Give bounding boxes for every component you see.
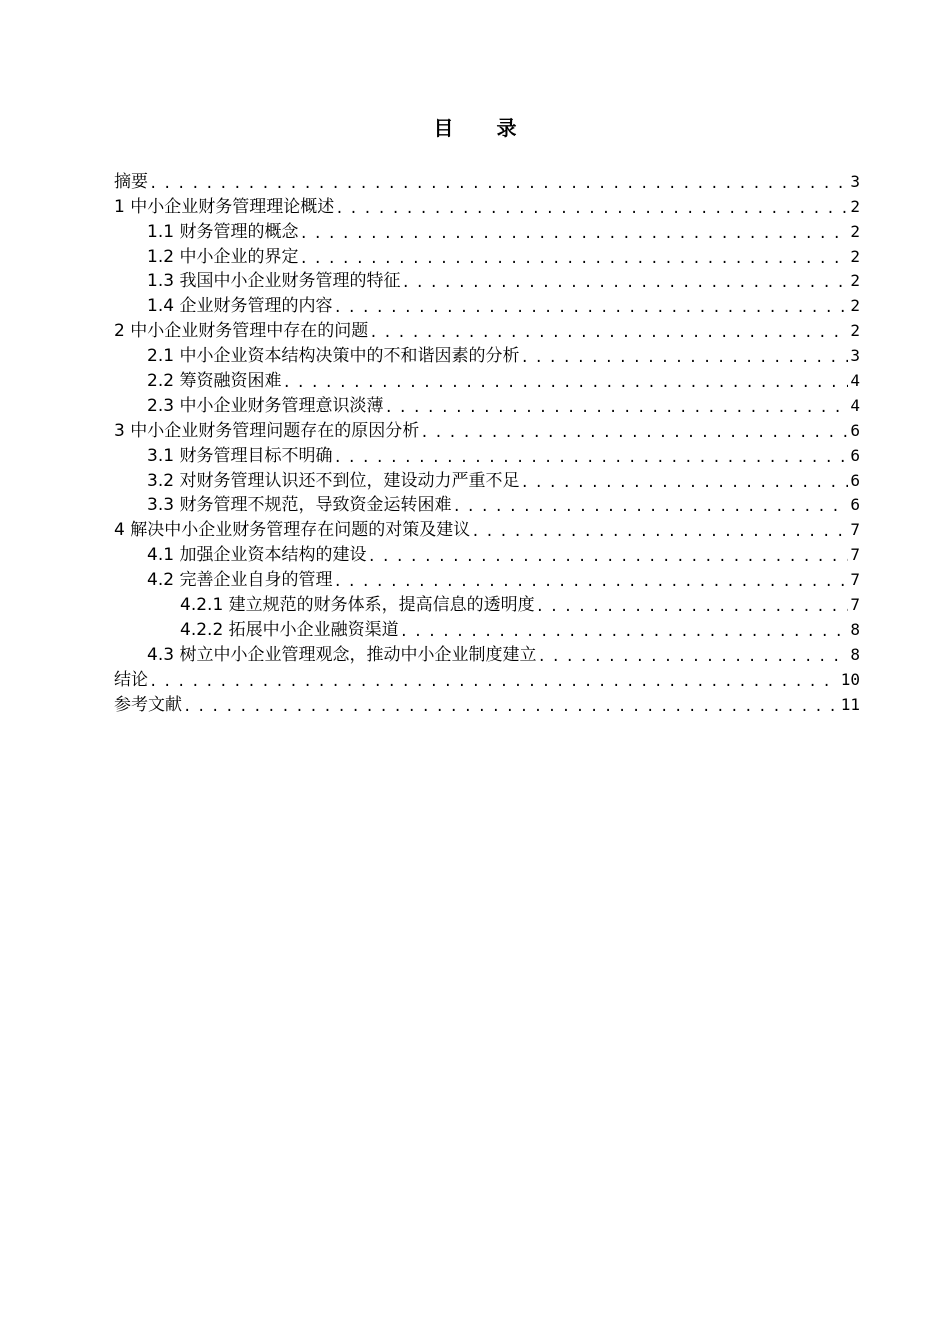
toc-entry[interactable] <box>114 244 860 269</box>
dot-leader <box>536 597 849 617</box>
dot-leader <box>367 547 848 567</box>
toc-entry-page-number: 6 <box>850 495 860 515</box>
toc-entry[interactable] <box>114 592 860 617</box>
dot-leader <box>149 672 839 692</box>
toc-entry-label: 3.2 对财务管理认识还不到位，建设动力严重不足 <box>147 470 520 491</box>
toc-entry[interactable] <box>114 293 860 318</box>
toc-list <box>114 169 860 717</box>
toc-entry-page-number: 2 <box>850 296 860 316</box>
toc-entry-label: 参考文献 <box>114 694 182 715</box>
toc-entry-page-number: 2 <box>850 221 860 241</box>
dot-leader <box>299 249 848 269</box>
toc-entry-label: 4.2.1 建立规范的财务体系，提高信息的透明度 <box>180 595 535 616</box>
toc-entry-label: 2 中小企业财务管理中存在的问题 <box>114 321 369 342</box>
toc-entry[interactable] <box>114 493 860 518</box>
toc-entry[interactable] <box>114 219 860 244</box>
toc-entry[interactable] <box>114 194 860 219</box>
toc-entry-label: 1.3 我国中小企业财务管理的特征 <box>147 271 401 292</box>
toc-entry-page-number: 3 <box>850 346 860 366</box>
toc-entry-page-number: 8 <box>850 644 860 664</box>
toc-entry-label: 2.1 中小企业资本结构决策中的不和谐因素的分析 <box>147 346 520 367</box>
toc-entry-label: 摘要 <box>114 171 148 192</box>
toc-entry-label: 4 解决中小企业财务管理存在问题的对策及建议 <box>114 520 471 541</box>
dot-leader <box>452 497 848 517</box>
dot-leader <box>183 697 839 717</box>
toc-entry[interactable] <box>114 542 860 567</box>
toc-entry-page-number: 7 <box>850 520 860 540</box>
toc-entry-page-number: 2 <box>850 246 860 266</box>
toc-entry-label: 1.1 财务管理的概念 <box>147 221 299 242</box>
dot-leader <box>420 423 848 443</box>
toc-entry[interactable] <box>114 443 860 468</box>
toc-entry-label: 1 中小企业财务管理理论概述 <box>114 196 335 217</box>
toc-entry-page-number: 2 <box>850 196 860 216</box>
toc-entry-page-number: 8 <box>850 619 860 639</box>
toc-entry-page-number: 6 <box>850 470 860 490</box>
toc-entry[interactable] <box>114 567 860 592</box>
toc-entry-label: 4.1 加强企业资本结构的建设 <box>147 545 367 566</box>
toc-entry[interactable] <box>114 393 860 418</box>
dot-leader <box>520 473 848 493</box>
toc-entry[interactable] <box>114 169 860 194</box>
dot-leader <box>149 174 848 194</box>
toc-title: 目 录 <box>433 116 535 140</box>
toc-entry-page-number: 11 <box>840 694 860 714</box>
dot-leader <box>335 199 848 219</box>
toc-entry-label: 1.4 企业财务管理的内容 <box>147 296 333 317</box>
toc-entry-label: 4.2.2 拓展中小企业融资渠道 <box>180 619 399 640</box>
toc-entry-page-number: 4 <box>850 371 860 391</box>
toc-entry[interactable] <box>114 617 860 642</box>
dot-leader <box>333 572 848 592</box>
toc-entry-label: 3.3 财务管理不规范，导致资金运转困难 <box>147 495 452 516</box>
toc-entry[interactable] <box>114 343 860 368</box>
toc-entry-label: 2.2 筹资融资困难 <box>147 371 282 392</box>
dot-leader <box>471 522 848 542</box>
toc-entry-label: 结论 <box>114 669 148 690</box>
toc-entry-page-number: 2 <box>850 271 860 291</box>
toc-entry-page-number: 10 <box>840 669 860 689</box>
toc-entry[interactable] <box>114 667 860 692</box>
toc-entry-page-number: 3 <box>850 171 860 191</box>
toc-entry[interactable] <box>114 692 860 717</box>
toc-entry[interactable] <box>114 468 860 493</box>
dot-leader <box>400 622 849 642</box>
dot-leader <box>369 323 848 343</box>
dot-leader <box>333 448 848 468</box>
toc-entry-page-number: 7 <box>850 570 860 590</box>
dot-leader <box>299 224 848 244</box>
toc-entry-page-number: 4 <box>850 395 860 415</box>
dot-leader <box>333 298 848 318</box>
dot-leader <box>384 398 848 418</box>
dot-leader <box>537 647 848 667</box>
toc-entry[interactable] <box>114 318 860 343</box>
toc-entry-page-number: 6 <box>850 445 860 465</box>
toc-entry-page-number: 6 <box>850 420 860 440</box>
dot-leader <box>401 273 848 293</box>
toc-entry-page-number: 2 <box>850 321 860 341</box>
toc-entry[interactable] <box>114 418 860 443</box>
toc-entry[interactable] <box>114 269 860 294</box>
toc-entry-page-number: 7 <box>850 545 860 565</box>
dot-leader <box>282 373 848 393</box>
toc-entry-label: 4.3 树立中小企业管理观念，推动中小企业制度建立 <box>147 644 537 665</box>
toc-entry[interactable] <box>114 642 860 667</box>
toc-entry-page-number: 7 <box>850 595 860 615</box>
dot-leader <box>520 348 848 368</box>
toc-entry[interactable] <box>114 517 860 542</box>
toc-entry-label: 1.2 中小企业的界定 <box>147 246 299 267</box>
toc-entry[interactable] <box>114 368 860 393</box>
toc-entry-label: 4.2 完善企业自身的管理 <box>147 570 333 591</box>
toc-entry-label: 2.3 中小企业财务管理意识淡薄 <box>147 395 384 416</box>
toc-entry-label: 3.1 财务管理目标不明确 <box>147 445 333 466</box>
toc-entry-label: 3 中小企业财务管理问题存在的原因分析 <box>114 420 420 441</box>
